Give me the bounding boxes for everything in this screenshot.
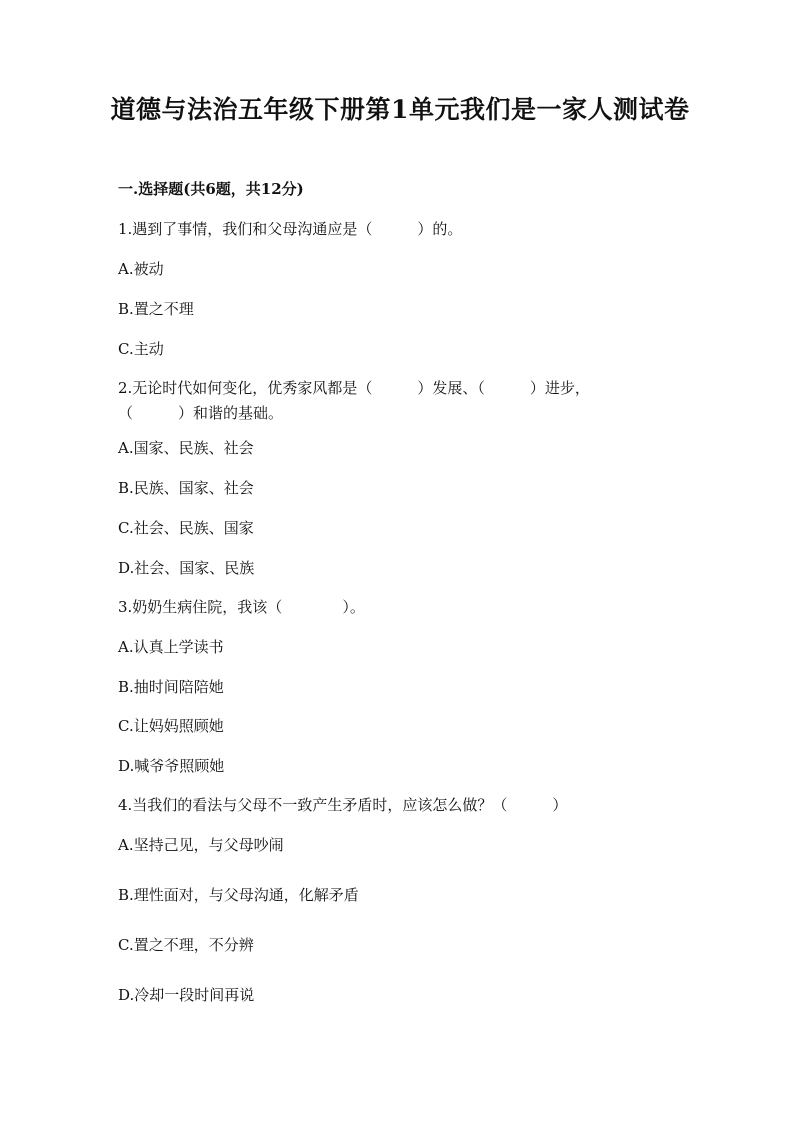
document-title: 道德与法治五年级下册第1单元我们是一家人测试卷	[110, 95, 690, 124]
question-4-option-c: C.置之不理，不分辨	[118, 936, 254, 954]
question-3-stem: 3.奶奶生病住院，我该（ ）。	[118, 598, 365, 616]
question-1-option-c: C.主动	[118, 340, 164, 358]
question-2-option-c: C.社会、民族、国家	[118, 519, 254, 537]
question-4-option-a: A.坚持己见，与父母吵闹	[118, 836, 284, 854]
section-heading: 一.选择题(共6题，共12分)	[118, 180, 304, 198]
question-4-option-d: D.冷却一段时间再说	[118, 986, 255, 1004]
question-2-option-b: B.民族、国家、社会	[118, 479, 254, 497]
question-1-option-a: A.被动	[118, 260, 164, 278]
question-3-option-a: A.认真上学读书	[118, 638, 224, 656]
question-3-option-c: C.让妈妈照顾她	[118, 717, 224, 735]
question-2-stem: 2.无论时代如何变化，优秀家风都是（ ）发展、（ ）进步，（ ）和谐的基础。	[118, 379, 590, 422]
question-4-option-b: B.理性面对，与父母沟通，化解矛盾	[118, 886, 359, 904]
question-2-option-a: A.国家、民族、社会	[118, 439, 254, 457]
question-1-stem: 1.遇到了事情，我们和父母沟通应是（ ）的。	[118, 220, 463, 238]
question-3-option-d: D.喊爷爷照顾她	[118, 757, 225, 775]
question-3-option-b: B.抽时间陪陪她	[118, 678, 224, 696]
question-4-stem: 4.当我们的看法与父母不一致产生矛盾时，应该怎么做？（ ）	[118, 796, 568, 814]
question-1-option-b: B.置之不理	[118, 300, 194, 318]
question-2-option-d: D.社会、国家、民族	[118, 559, 255, 577]
